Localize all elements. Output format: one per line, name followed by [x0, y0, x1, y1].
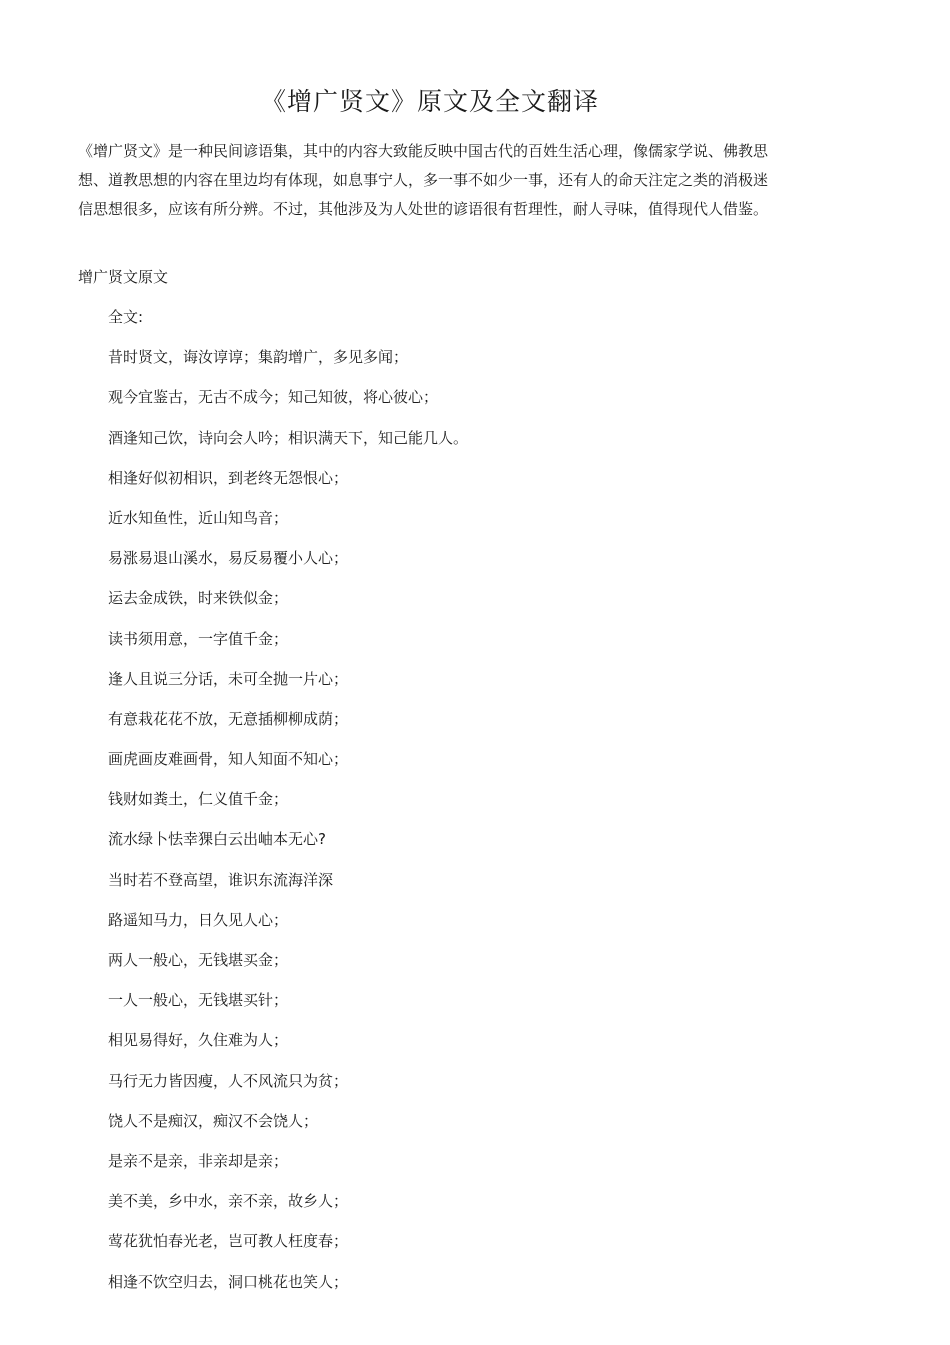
verse-line: 相见易得好，久住难为人； [108, 1031, 289, 1050]
document-title: 《增广贤文》原文及全文翻译 [260, 87, 599, 116]
verse-line: 路遥知马力，日久见人心； [108, 910, 289, 929]
verse-line: 当时若不登高望，谁识东流海洋深 [108, 870, 334, 889]
verse-line: 观今宜鉴古，无古不成今；知己知彼，将心彼心； [108, 388, 439, 407]
verse-line: 饶人不是痴汉，痴汉不会饶人； [108, 1111, 319, 1130]
verse-line: 是亲不是亲，非亲却是亲； [108, 1151, 289, 1170]
verse-line: 相逢不饮空归去，洞口桃花也笑人； [108, 1272, 349, 1291]
verse-line: 易涨易退山溪水，易反易覆小人心； [108, 549, 349, 568]
verse-line: 流水绿卜怯幸猓白云出岫本无心? [108, 830, 326, 849]
verse-line: 一人一般心，无钱堪买针； [108, 991, 289, 1010]
verse-line: 画虎画皮难画骨，知人知面不知心； [108, 750, 349, 769]
verse-line: 钱财如粪土，仁义值千金； [108, 790, 289, 809]
intro-paragraph: 《增广贤文》是一种民间谚语集，其中的内容大致能反映中国古代的百姓生活心理，像儒家学说、佛教思想、道教思想的内容在里边均有体现，如息事宁人，多一事不如少一事，还有人的命天注定之类的消极迷信思想很多，应该有所分辨。不过，其他涉及为人处世的谚语很有哲理性，耐人寻味，值得现代人借鉴。 [78, 142, 769, 218]
verse-line: 运去金成铁，时来铁似金； [108, 589, 289, 608]
verse-line: 美不美，乡中水，亲不亲，故乡人； [108, 1192, 349, 1211]
verse-line: 莺花犹怕春光老，岂可教人枉度春； [108, 1232, 349, 1251]
verse-line: 两人一般心，无钱堪买金； [108, 951, 289, 969]
verse-line: 全文: [108, 308, 144, 326]
verse-line: 逢人且说三分话，未可全抛一片心； [108, 669, 349, 688]
verse-line: 有意栽花花不放，无意插柳柳成荫； [108, 709, 349, 728]
verse-line: 酒逢知己饮，诗向会人吟；相识满天下，知己能几人。 [108, 428, 469, 447]
verse-line: 读书须用意，一字值千金； [108, 629, 289, 648]
verse-list [108, 303, 468, 1308]
verse-line: 昔时贤文，诲汝谆谆；集韵增广，多见多闻； [108, 348, 409, 367]
verse-line: 相逢好似初相识，到老终无怨恨心； [108, 468, 349, 487]
verse-line: 近水知鱼性，近山知鸟音； [108, 508, 289, 527]
section-heading: 增广贤文原文 [78, 268, 169, 286]
verse-line: 马行无力皆因瘦，人不风流只为贫； [108, 1071, 349, 1090]
